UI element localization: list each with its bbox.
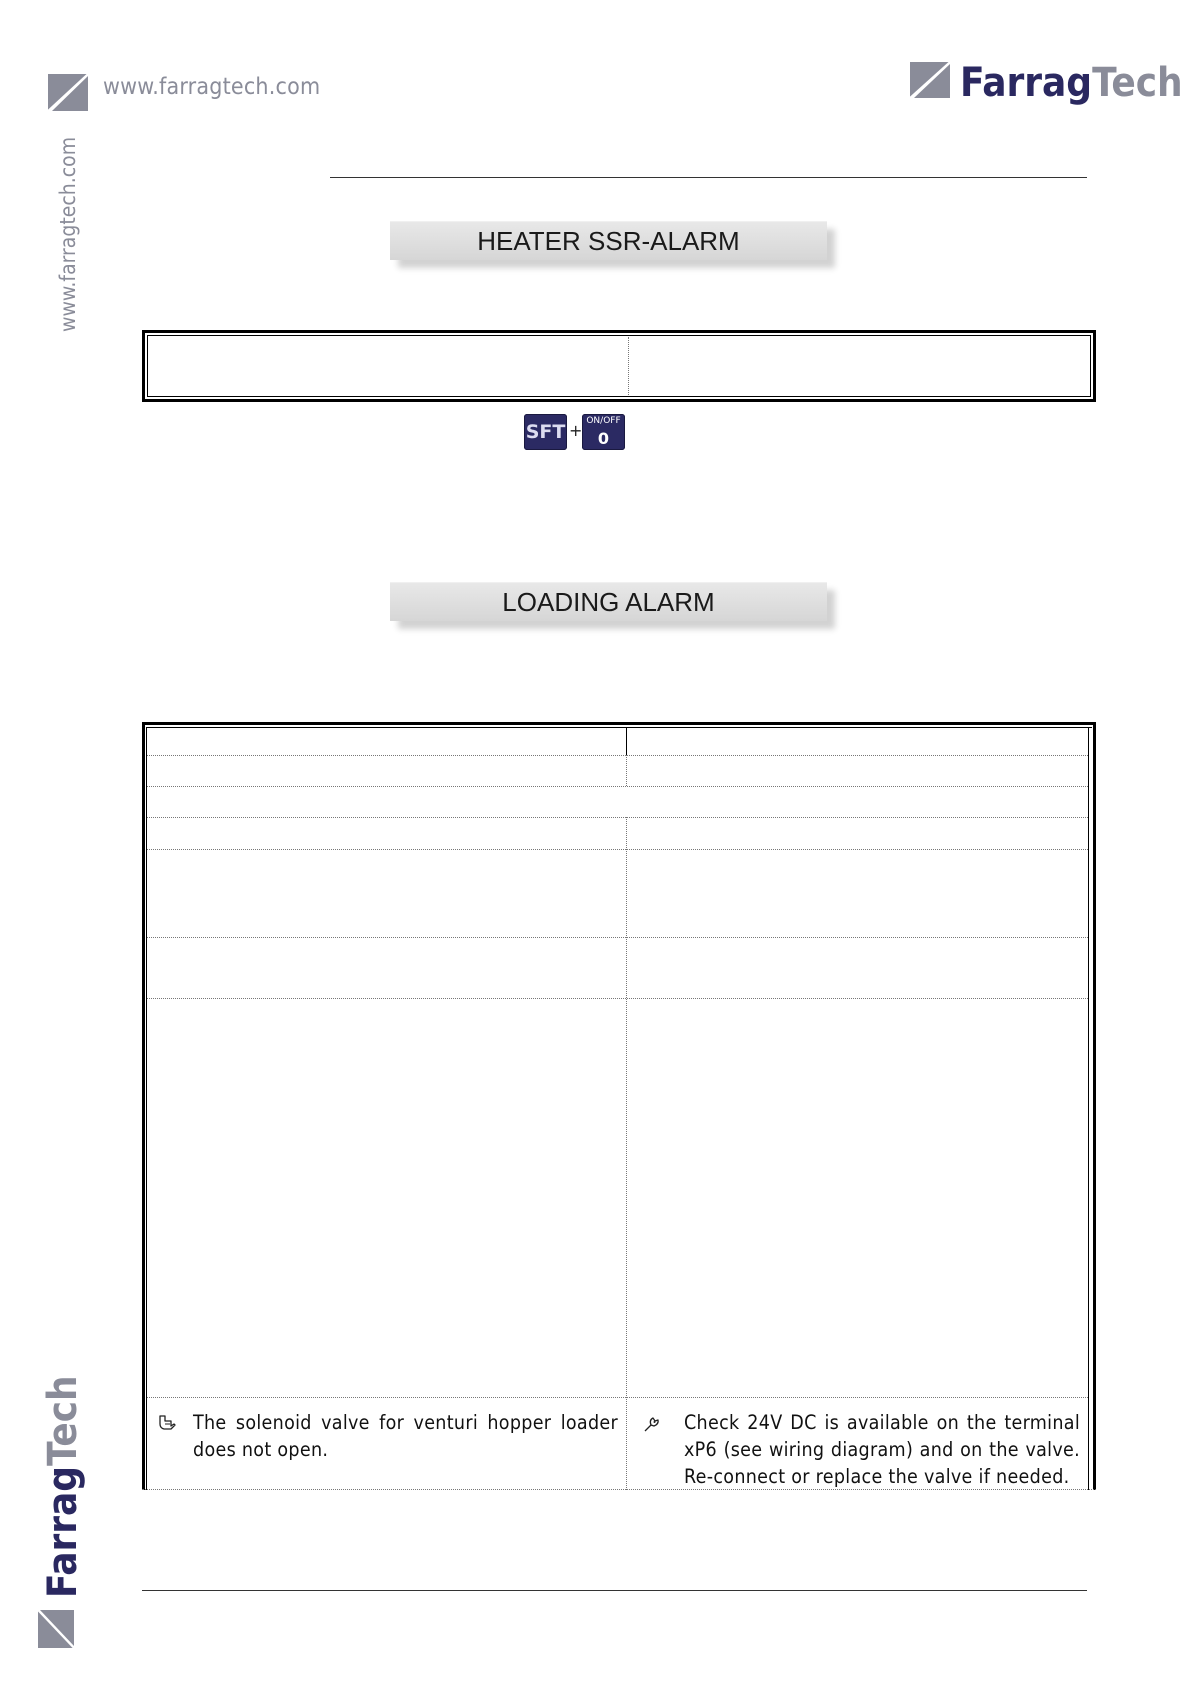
table-row-line bbox=[147, 755, 1088, 756]
remedy-text: Check 24V DC is available on the terminal xP6 (see wiring diagram) and on the valve. Re-connect or replace the valve if needed. bbox=[684, 1411, 1080, 1488]
header-website[interactable]: www.farragtech.com bbox=[103, 74, 321, 100]
hand-pointer-icon bbox=[158, 1414, 178, 1434]
cause-text: The solenoid valve for venturi hopper loader does not open. bbox=[193, 1411, 618, 1461]
brand-logo-top bbox=[960, 60, 1183, 106]
table-column-divider bbox=[628, 337, 629, 395]
table-row-line bbox=[147, 937, 1088, 938]
brand-part-tech: Tech bbox=[1092, 60, 1183, 106]
table-border-top-inner bbox=[146, 727, 1092, 728]
table-row-line bbox=[147, 1397, 1088, 1398]
logo-mark-top-right bbox=[910, 62, 950, 98]
hand-wrench-icon bbox=[642, 1414, 662, 1434]
section-title-heater-ssr-alarm: HEATER SSR-ALARM bbox=[390, 221, 827, 260]
table-column-divider-header bbox=[626, 727, 627, 755]
table-border-right-inner bbox=[1088, 727, 1089, 1490]
footer-rule bbox=[142, 1590, 1087, 1591]
table-column-divider-2 bbox=[626, 817, 627, 1490]
brand-part-tech: Tech bbox=[40, 1375, 86, 1466]
brand-logo-side bbox=[40, 1375, 86, 1598]
heater-alarm-table-inner bbox=[147, 335, 1091, 397]
sidebar-website[interactable]: www.farragtech.com bbox=[56, 136, 80, 332]
heater-alarm-table bbox=[142, 330, 1096, 402]
shift-key-icon: SFT bbox=[524, 414, 567, 450]
header-rule bbox=[330, 177, 1087, 178]
onoff-key-label: ON/OFF bbox=[586, 416, 621, 426]
onoff-key-digit: 0 bbox=[597, 429, 610, 448]
table-row-line bbox=[147, 998, 1088, 999]
key-plus-sign: + bbox=[569, 421, 583, 440]
logo-mark-top-left bbox=[48, 74, 88, 111]
brand-part-farrag: Farrag bbox=[960, 60, 1093, 106]
table-row-line bbox=[147, 817, 1088, 818]
table-border-right bbox=[1093, 722, 1096, 1490]
brand-part-farrag: Farrag bbox=[40, 1465, 86, 1598]
table-row-line bbox=[147, 849, 1088, 850]
onoff-key-icon bbox=[582, 414, 625, 450]
section-title-loading-alarm: LOADING ALARM bbox=[390, 582, 827, 621]
logo-mark-bottom-left bbox=[38, 1610, 74, 1648]
loading-alarm-table bbox=[142, 722, 1096, 1490]
table-border-top bbox=[142, 722, 1096, 725]
table-border-left-inner bbox=[146, 727, 147, 1490]
table-border-left bbox=[142, 722, 145, 1490]
table-column-divider-1 bbox=[626, 755, 627, 786]
table-row-line bbox=[147, 786, 1088, 787]
